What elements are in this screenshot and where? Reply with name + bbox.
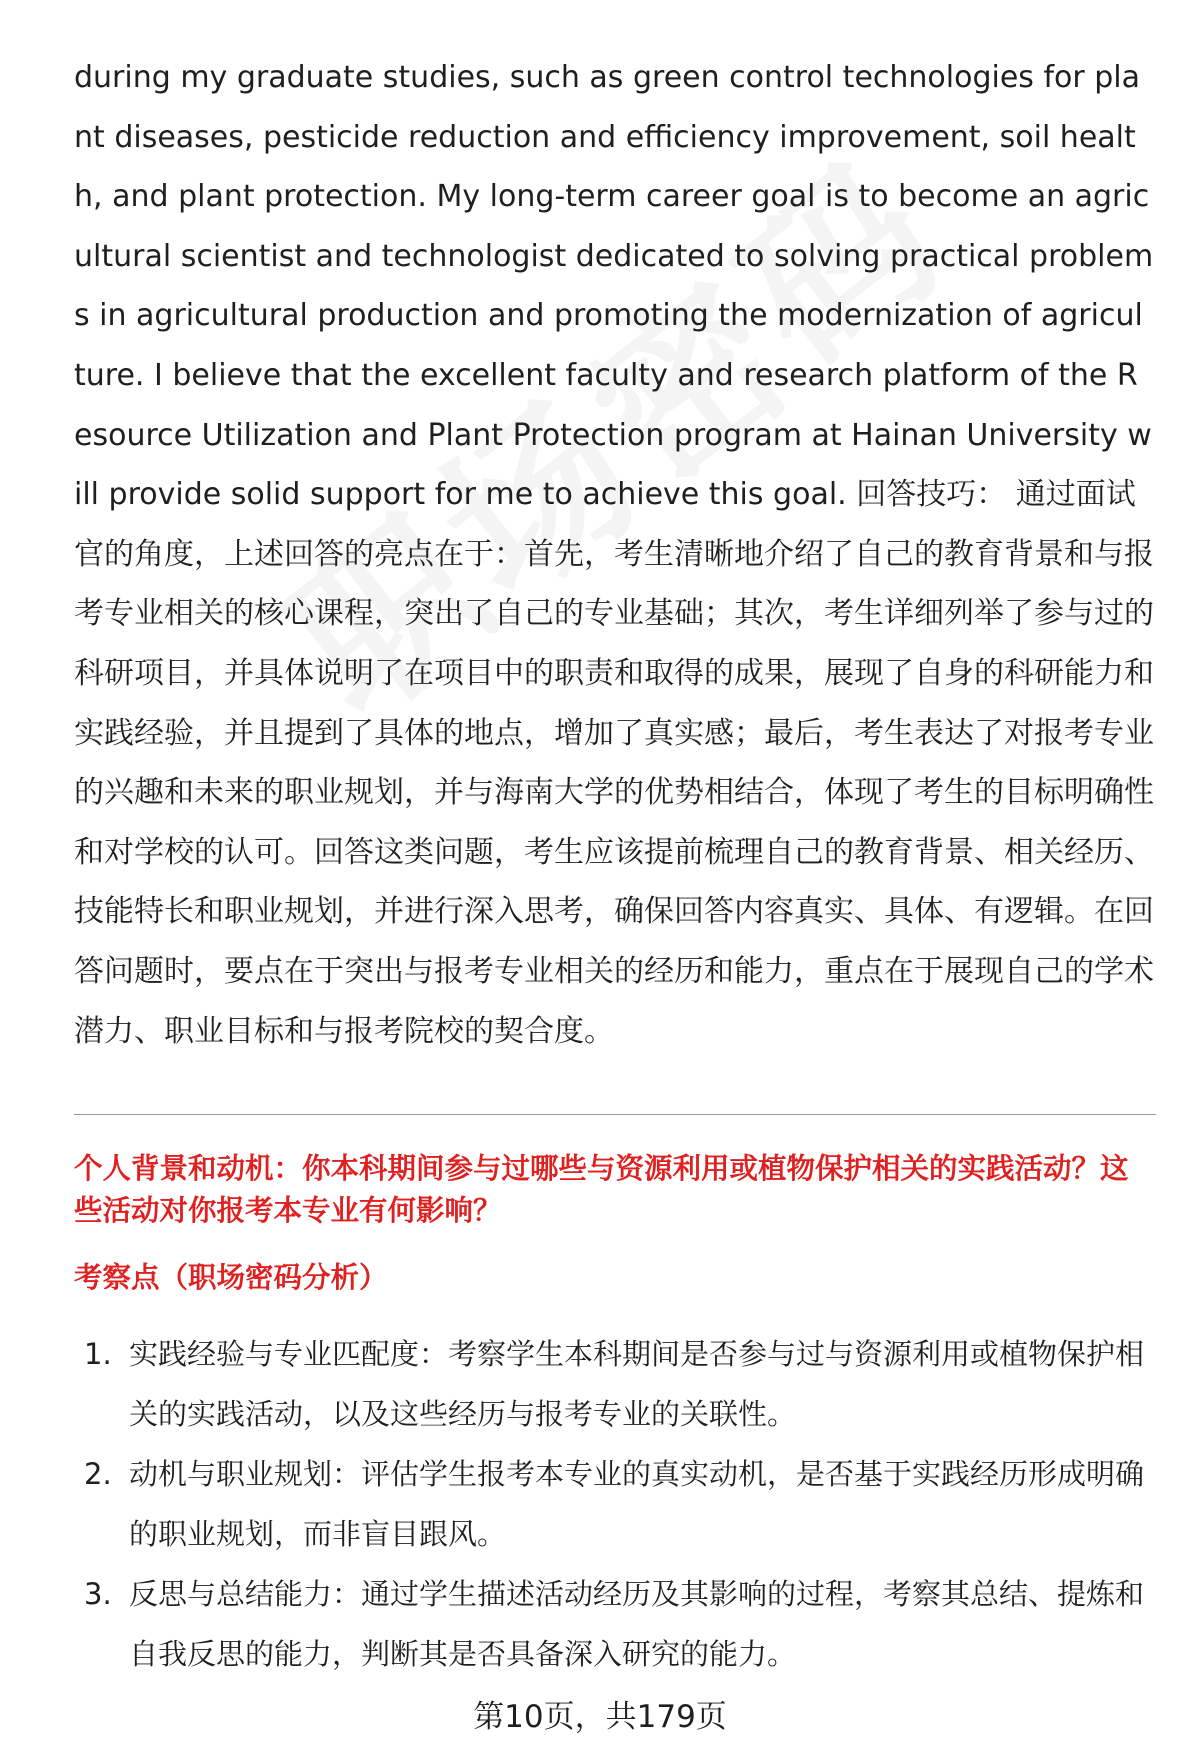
list-item xyxy=(74,1445,1154,1564)
list-item-text: 动机与职业规划：评估学生报考本专业的真实动机，是否基于实践经历形成明确的职业规划，而非盲目跟风。 xyxy=(129,1457,1145,1551)
list-item xyxy=(74,1325,1154,1444)
list-item-text: 实践经验与专业匹配度：考察学生本科期间是否参与过与资源利用或植物保护相关的实践活动，以及这些经历与报考专业的关联性。 xyxy=(129,1337,1145,1431)
section-divider xyxy=(74,1114,1156,1115)
body-paragraph: during my graduate studies, such as green control technologies for plant diseases, pesticide reduction and efficiency improvement, soil health, and plant protection. My long-term career goal is to become an agricultural scientist and technologist dedicated to solving practical problems in agricultural production and promoting the modernization of agriculture. I believe that the excellent faculty and research platform of the Resource Utilization and Plant Protection program at Hainan University will provide solid support for me to achieve this goal. 回答技巧： 通过面试官的角度，上述回答的亮点在于：首先，考生清晰地介绍了自己的教育背景和与报考专业相关的核心课程，突出了自己的专业基础；其次，考生详细列举了参与过的科研项目，并具体说明了在项目中的职责和取得的成果，展现了自身的科研能力和实践经验，并且提到了具体的地点，增加了真实感；最后，考生表达了对报考专业的兴趣和未来的职业规划，并与海南大学的优势相结合，体现了考生的目标明确性和对学校的认可。回答这类问题，考生应该提前梳理自己的教育背景、相关经历、技能特长和职业规划，并进行深入思考，确保回答内容真实、具体、有逻辑。在回答问题时，要点在于突出与报考专业相关的经历和能力，重点在于展现自己的学术潜力、职业目标和与报考院校的契合度。 xyxy=(74,60,1154,1049)
list-item-text: 反思与总结能力：通过学生描述活动经历及其影响的过程，考察其总结、提炼和自我反思的能力，判断其是否具备深入研究的能力。 xyxy=(129,1577,1145,1671)
list-item xyxy=(74,1565,1154,1684)
list-item-number: 1. xyxy=(84,1337,112,1371)
question-heading: 个人背景和动机：你本科期间参与过哪些与资源利用或植物保护相关的实践活动？这些活动对你报考本专业有何影响？ xyxy=(74,1152,1129,1227)
list-item-number: 3. xyxy=(84,1577,112,1611)
list-item-number: 2. xyxy=(84,1457,112,1491)
page-footer: 第10页，共179页 xyxy=(473,1699,727,1735)
section-title: 考察点（职场密码分析） xyxy=(74,1261,388,1294)
assessment-points-list xyxy=(74,1325,1154,1685)
